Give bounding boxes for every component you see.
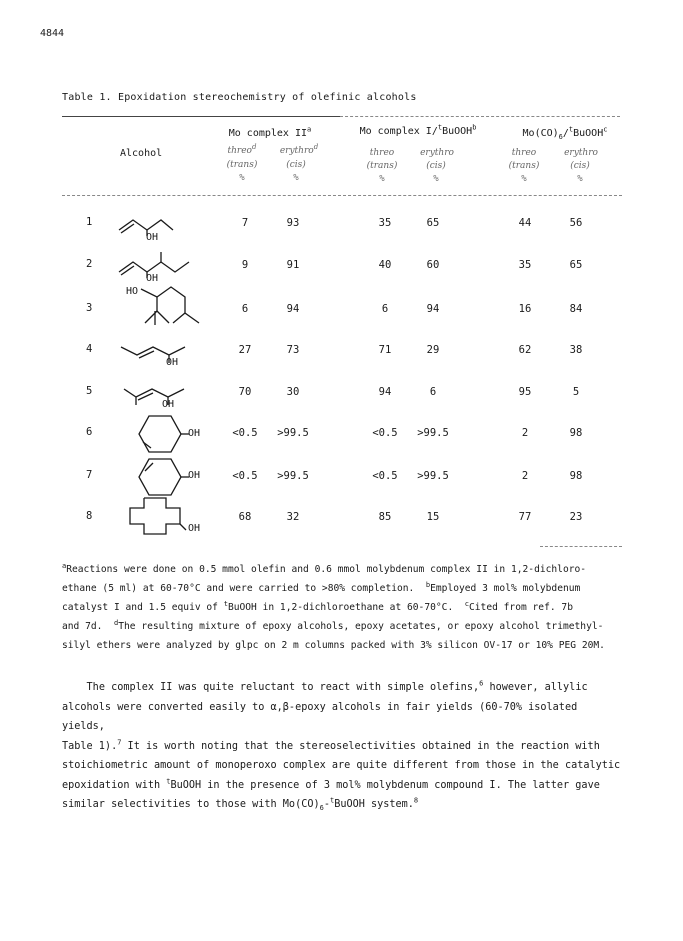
table-cell: 70 [238,386,252,398]
structure-3 [125,283,215,333]
table-cell: 65 [569,259,583,271]
sub-cis: (cis) [426,161,446,171]
sub-percent: % [577,174,583,184]
table-cell: 38 [569,344,583,356]
row-number: 5 [86,385,93,397]
sub-threo: threo$^d$ [227,143,257,156]
table-cell: 98 [569,427,583,439]
sub-trans: (trans) [508,161,540,171]
footnote-line: ethane (5 ml) at 60-70°C and were carried to >80% completion. $^b$Employed 3 mol% molybdenum [62,580,581,594]
structure-2 [115,250,205,284]
row-number: 2 [86,258,93,270]
table-cell: >99.5 [277,427,309,439]
sub-percent: % [521,174,527,184]
table-cell: 40 [378,259,392,271]
sub-threo: threo [369,148,395,158]
col-header-mo-complex-i-tbuooh: Mo complex I/$^t$BuOOH$^b$ [359,123,477,137]
row-number: 1 [86,216,93,228]
sub-erythro: erythro [420,148,454,158]
table-cell: 94 [286,303,300,315]
oh-label: OH [146,232,159,243]
oh-label: OH [188,428,201,439]
alcohol-header: Alcohol [120,148,163,159]
table-cell: <0.5 [372,470,398,482]
paragraph-line: epoxidation with $^t$BuOOH in the presence of 3 mol% molybdenum compound I. The latter gave [62,777,600,791]
sub-cis: (cis) [286,160,306,170]
paragraph-line: similar selectivities to those with $Mo(CO)_6-^tBuOOH$ system.$^8$ [62,796,419,813]
table-cell: 73 [286,344,300,356]
table-cell: 6 [429,386,437,398]
table-cell: 2 [521,427,529,439]
table-cell: 94 [378,386,392,398]
footnote-line: catalyst I and 1.5 equiv of $^t$BuOOH in 1,2-dichloroethane at 60-70°C. $^c$Cited from ref. 7b [62,599,573,613]
table-cell: 56 [569,217,583,229]
table-cell: 62 [518,344,532,356]
table-caption: Table 1. Epoxidation stereochemistry of olefinic alcohols [62,92,417,103]
structure-4 [115,335,205,365]
sub-trans: (trans) [366,161,398,171]
table-cell: 23 [569,511,583,523]
paragraph-line: stoichiometric amount of monoperoxo complex are quite different from those in the catalytic [62,760,621,771]
sub-percent: % [293,173,299,183]
table-cell: 35 [378,217,392,229]
table-cell: 2 [521,470,529,482]
bottom-rule [540,546,622,547]
oh-label: OH [188,523,201,534]
table-cell: 68 [238,511,252,523]
table-cell: 9 [241,259,249,271]
table-cell: 65 [426,217,440,229]
sub-trans: (trans) [226,160,258,170]
table-cell: >99.5 [417,427,449,439]
ho-label: HO [126,286,139,297]
table-cell: 60 [426,259,440,271]
table-cell: 30 [286,386,300,398]
sub-erythro: erythro [564,148,598,158]
table-cell: <0.5 [232,427,258,439]
page-number: 4844 [40,28,65,39]
table-cell: 44 [518,217,532,229]
sub-cis: (cis) [570,161,590,171]
sub-percent: % [433,174,439,184]
footnotes [62,560,622,655]
footnote-line: silyl ethers were analyzed by glpc on 2 m columns packed with 3% silicon OV-17 or 10% PEG 20M. [62,640,605,651]
table-cell: 77 [518,511,532,523]
body-paragraph [62,678,622,815]
col-header-mo-co6-tbuooh: $Mo(CO)_6/^tBuOOH^c$ [522,125,608,141]
paragraph-line: The complex II was quite reluctant to react with simple olefins,$^6$ however, allylic [86,679,588,693]
table-cell: 84 [569,303,583,315]
table-cell: 6 [241,303,249,315]
oh-label: OH [162,399,175,410]
table-cell: >99.5 [417,470,449,482]
table-cell: 93 [286,217,300,229]
paragraph-line: alcohols were converted easily to α,β-epoxy alcohols in fair yields (60-70% isolated yields, [62,701,578,732]
table-cell: 32 [286,511,300,523]
sub-threo: threo [511,148,537,158]
oh-label: OH [188,470,201,481]
header-rule [62,195,622,196]
paragraph-line: Table 1).$^7$ It is worth noting that the stereoselectivities obtained in the reaction with [62,738,600,752]
table-cell: >99.5 [277,470,309,482]
oh-label: OH [166,357,179,368]
table-cell: 15 [426,511,440,523]
table-cell: 16 [518,303,532,315]
sub-erythro: erythro$^d$ [279,143,319,156]
row-number: 3 [86,302,93,314]
table-cell: 7 [241,217,249,229]
table-cell: 95 [518,386,532,398]
table-cell: 29 [426,344,440,356]
sub-percent: % [239,173,245,183]
row-number: 8 [86,510,93,522]
table-cell: 71 [378,344,392,356]
table-cell: 35 [518,259,532,271]
table-cell: <0.5 [372,427,398,439]
top-rule-dashed [340,116,620,117]
table-cell: 6 [381,303,389,315]
sub-percent: % [379,174,385,184]
table-cell: <0.5 [232,470,258,482]
top-rule [62,116,340,117]
col-header-mo-complex-ii: Mo complex $II^a$ [228,125,312,139]
table-cell: 98 [569,470,583,482]
row-number: 7 [86,469,93,481]
table-cell: 94 [426,303,440,315]
footnote-line: $^a$Reactions were done on 0.5 mmol olefin and 0.6 mmol molybdenum complex II in 1,2-dichloro- [62,561,587,575]
row-number: 4 [86,343,93,355]
footnote-line: and 7d. $^d$The resulting mixture of epoxy alcohols, epoxy acetates, or epoxy alcohol trimethyl- [62,618,604,632]
table-cell: 5 [572,386,580,398]
row-number: 6 [86,426,93,438]
oh-label: OH [146,273,159,284]
table-cell: 27 [238,344,252,356]
table-cell: 85 [378,511,392,523]
table-cell: 91 [286,259,300,271]
